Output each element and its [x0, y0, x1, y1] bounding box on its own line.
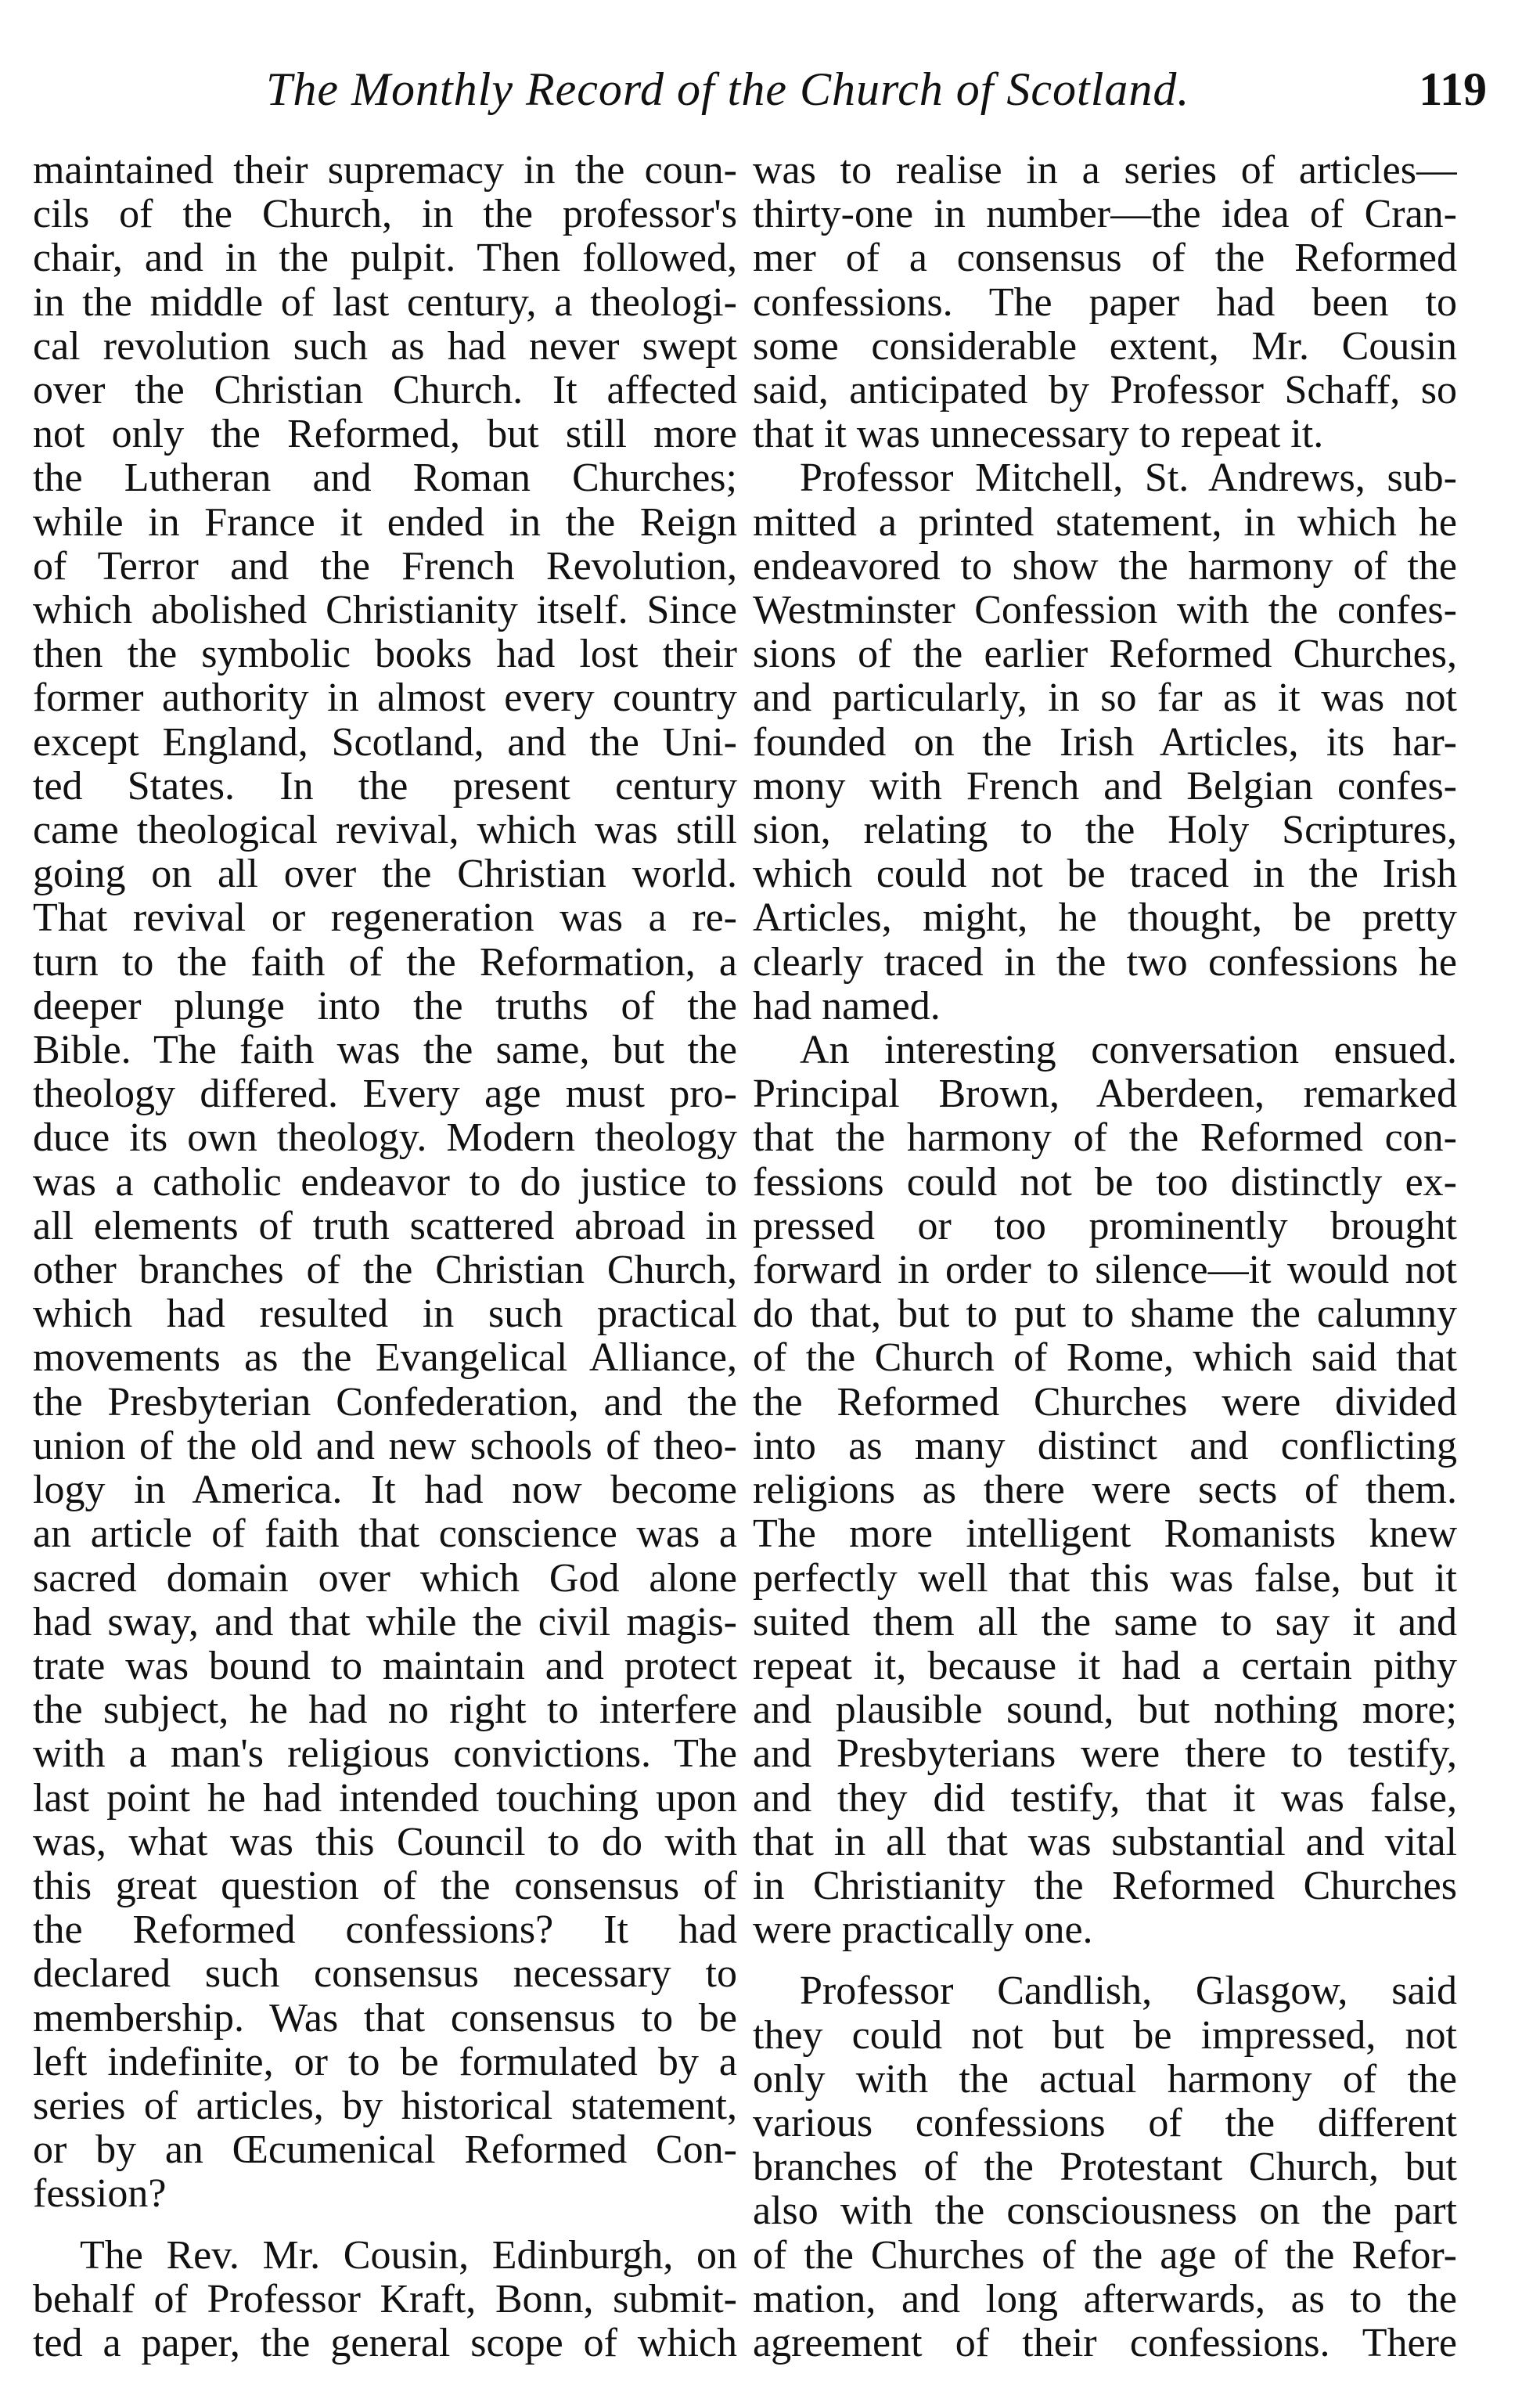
text-line: membership. Was that consensus to be	[33, 1996, 737, 2041]
text-line: they could not but be impressed, not	[753, 2013, 1457, 2058]
text-line: which had resulted in such practical	[33, 1292, 737, 1337]
text-line: then the symbolic books had lost their	[33, 632, 737, 677]
text-line: or by an Œcumenical Reformed Con-	[33, 2128, 737, 2173]
text-line: agreement of their confessions. There	[753, 2321, 1457, 2365]
text-line: sacred domain over which God alone	[33, 1556, 737, 1601]
text-line: deeper plunge into the truths of the	[33, 984, 737, 1028]
text-line: The more intelligent Romanists knew	[753, 1512, 1457, 1557]
text-line: Principal Brown, Aberdeen, remarked	[753, 1072, 1457, 1117]
text-line: and Presbyterians were there to testify,	[753, 1732, 1457, 1777]
text-line: of Terror and the French Revolution,	[33, 544, 737, 589]
text-line: repeat it, because it had a certain pithy	[753, 1644, 1457, 1688]
paragraph	[33, 2234, 737, 2366]
text-line: logy in America. It had now become	[33, 1468, 737, 1513]
text-line: Professor Candlish, Glasgow, said	[800, 1969, 1457, 2014]
text-line: religions as there were sects of them.	[753, 1468, 1457, 1513]
text-line: in the middle of last century, a theologi-	[33, 280, 737, 325]
text-line: the Presbyterian Confederation, and the	[33, 1380, 737, 1425]
text-line: an article of faith that conscience was a	[33, 1512, 737, 1557]
page-number: 119	[1419, 63, 1487, 115]
text-line: cils of the Church, in the professor's	[33, 193, 737, 237]
text-line: Westminster Confession with the confes-	[753, 589, 1457, 633]
text-line: branches of the Protestant Church, but	[753, 2145, 1457, 2190]
text-line: duce its own theology. Modern theology	[33, 1116, 737, 1161]
text-line: except England, Scotland, and the Uni-	[33, 720, 737, 765]
text-line: endeavored to show the harmony of the	[753, 544, 1457, 589]
text-line: Bible. The faith was the same, but the	[33, 1028, 737, 1073]
text-line: maintained their supremacy in the coun-	[33, 149, 737, 193]
text-line: and particularly, in so far as it was not	[753, 676, 1457, 721]
text-line: into as many distinct and conflicting	[753, 1424, 1457, 1468]
text-line: various confessions of the different	[753, 2101, 1457, 2145]
text-line: was, what was this Council to do with	[33, 1820, 737, 1864]
paragraph	[753, 1028, 1457, 1952]
text-line: An interesting conversation ensued.	[800, 1028, 1457, 1073]
text-line: sions of the earlier Reformed Churches,	[753, 632, 1457, 677]
text-line: That revival or regeneration was a re-	[33, 896, 737, 941]
text-line: also with the consciousness on the part	[753, 2189, 1457, 2234]
text-line: mitted a printed statement, in which he	[753, 500, 1457, 545]
left-column	[33, 149, 737, 2365]
text-line: with a man's religious convictions. The	[33, 1732, 737, 1777]
text-line: and they did testify, that it was false,	[753, 1776, 1457, 1821]
text-line: The Rev. Mr. Cousin, Edinburgh, on	[80, 2233, 737, 2278]
text-line: that in all that was substantial and vital	[753, 1820, 1457, 1864]
paragraph	[753, 149, 1457, 456]
text-line: of the Church of Rome, which said that	[753, 1336, 1457, 1381]
text-line: this great question of the consensus of	[33, 1864, 737, 1908]
text-line: Professor Mitchell, St. Andrews, sub-	[800, 456, 1457, 501]
text-line: all elements of truth scattered abroad in	[33, 1204, 737, 1248]
text-line: going on all over the Christian world.	[33, 852, 737, 897]
text-line: left indefinite, or to be formulated by a	[33, 2040, 737, 2084]
text-line: the Lutheran and Roman Churches;	[33, 456, 737, 501]
running-title: The Monthly Record of the Church of Scotland.	[266, 63, 1190, 115]
paragraph-gap	[33, 2217, 737, 2234]
text-line: former authority in almost every country	[33, 676, 737, 721]
text-line: Articles, might, he thought, be pretty	[753, 896, 1457, 941]
text-line: last point he had intended touching upon	[33, 1776, 737, 1821]
text-line: suited them all the same to say it and	[753, 1600, 1457, 1644]
text-line: pressed or too prominently brought	[753, 1204, 1457, 1248]
text-line: founded on the Irish Articles, its har-	[753, 720, 1457, 765]
text-line: fessions could not be too distinctly ex-	[753, 1160, 1457, 1205]
text-line: was to realise in a series of articles—	[753, 149, 1457, 193]
text-line: turn to the faith of the Reformation, a	[33, 940, 737, 985]
text-line: which abolished Christianity itself. Since	[33, 589, 737, 633]
text-line: said, anticipated by Professor Schaff, so	[753, 369, 1457, 413]
text-line: of the Churches of the age of the Refor-	[753, 2233, 1457, 2278]
text-line: trate was bound to maintain and protect	[33, 1644, 737, 1688]
text-line: other branches of the Christian Church,	[33, 1248, 737, 1293]
right-column	[753, 149, 1457, 2365]
text-line: ted States. In the present century	[33, 764, 737, 809]
text-line: had sway, and that while the civil magis-	[33, 1600, 737, 1644]
text-line: the Reformed Churches were divided	[753, 1380, 1457, 1425]
text-line: in Christianity the Reformed Churches	[753, 1864, 1457, 1908]
text-line: mation, and long afterwards, as to the	[753, 2277, 1457, 2322]
text-line: ted a paper, the general scope of which	[33, 2321, 737, 2365]
text-line: do that, but to put to shame the calumny	[753, 1292, 1457, 1337]
text-line: that the harmony of the Reformed con-	[753, 1116, 1457, 1161]
text-line: had named.	[753, 984, 941, 1028]
text-line: confessions. The paper had been to	[753, 280, 1457, 325]
paragraph	[753, 1969, 1457, 2365]
text-line: were practically one.	[753, 1908, 1093, 1953]
text-line: fession?	[33, 2172, 167, 2217]
text-line: forward in order to silence—it would not	[753, 1248, 1457, 1293]
text-line: not only the Reformed, but still more	[33, 412, 737, 457]
text-line: some considerable extent, Mr. Cousin	[753, 324, 1457, 369]
text-line: which could not be traced in the Irish	[753, 852, 1457, 897]
text-line: only with the actual harmony of the	[753, 2057, 1457, 2102]
text-line: perfectly well that this was false, but it	[753, 1556, 1457, 1601]
text-line: movements as the Evangelical Alliance,	[33, 1336, 737, 1381]
text-line: mony with French and Belgian confes-	[753, 764, 1457, 809]
text-line: declared such consensus necessary to	[33, 1952, 737, 1997]
paragraph	[753, 456, 1457, 1028]
text-line: and plausible sound, but nothing more;	[753, 1688, 1457, 1733]
text-line: clearly traced in the two confessions he	[753, 940, 1457, 985]
text-line: came theological revival, which was still	[33, 809, 737, 853]
text-line: while in France it ended in the Reign	[33, 500, 737, 545]
paragraph-gap	[753, 1952, 1457, 1969]
text-line: union of the old and new schools of theo-	[33, 1424, 737, 1468]
paragraph	[33, 149, 737, 2217]
text-line: was a catholic endeavor to do justice to	[33, 1160, 737, 1205]
text-line: the subject, he had no right to interfere	[33, 1688, 737, 1733]
text-line: theology differed. Every age must pro-	[33, 1072, 737, 1117]
text-line: behalf of Professor Kraft, Bonn, submit-	[33, 2277, 737, 2322]
text-line: mer of a consensus of the Reformed	[753, 236, 1457, 281]
text-line: thirty-one in number—the idea of Cran-	[753, 193, 1457, 237]
text-line: that it was unnecessary to repeat it.	[753, 412, 1324, 457]
text-line: the Reformed confessions? It had	[33, 1908, 737, 1953]
text-line: cal revolution such as had never swept	[33, 324, 737, 369]
text-line: series of articles, by historical statement,	[33, 2084, 737, 2128]
text-line: over the Christian Church. It affected	[33, 369, 737, 413]
text-line: sion, relating to the Holy Scriptures,	[753, 809, 1457, 853]
text-line: chair, and in the pulpit. Then followed,	[33, 236, 737, 281]
running-header	[31, 63, 1487, 125]
